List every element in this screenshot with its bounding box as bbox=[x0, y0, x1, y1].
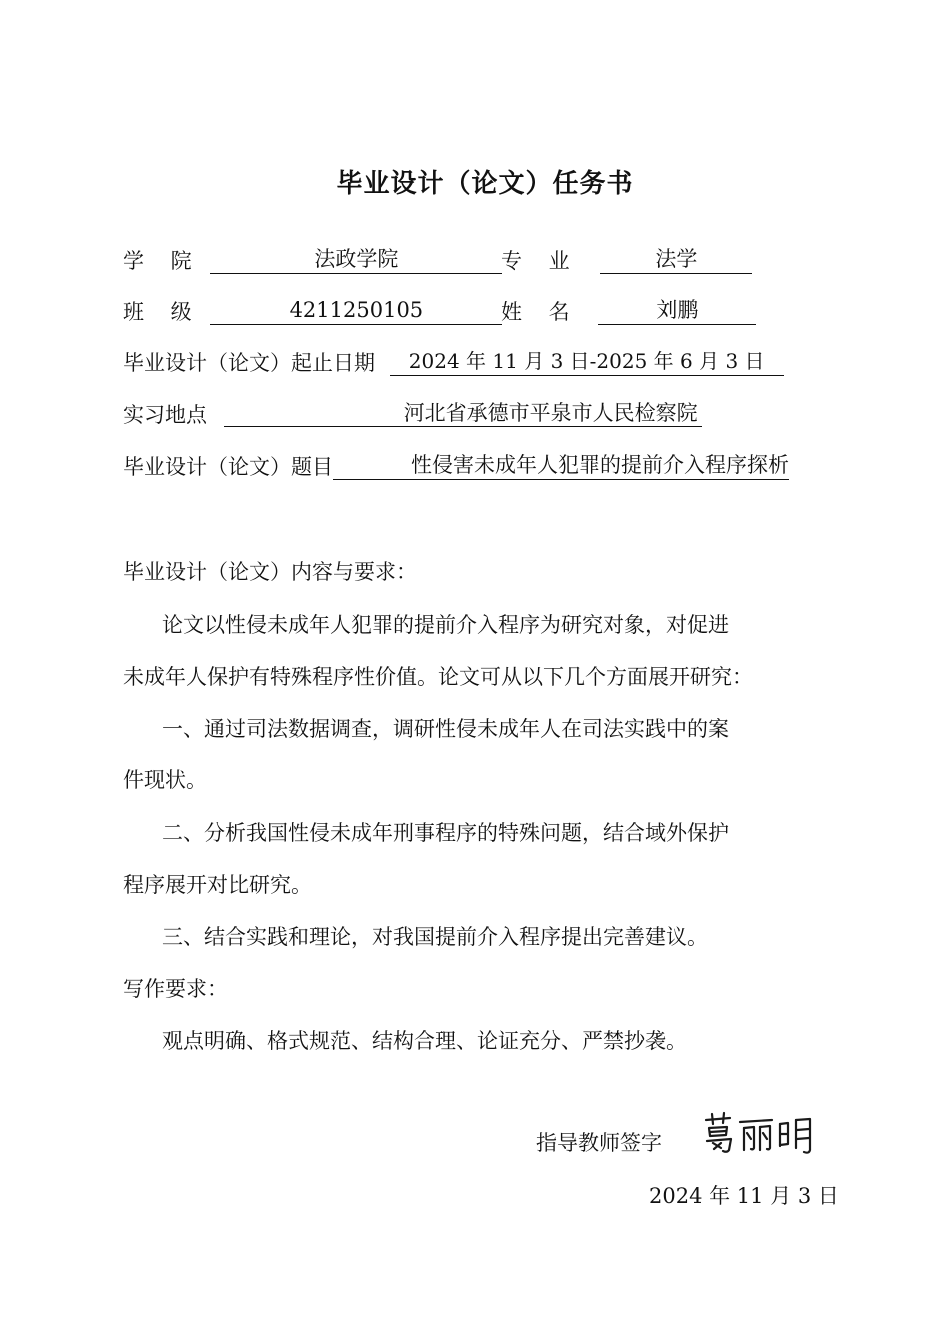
class-field: 4211250105 bbox=[210, 297, 502, 325]
signature-image bbox=[700, 1108, 820, 1158]
college-field: 法政学院 bbox=[210, 246, 502, 274]
location-row bbox=[123, 400, 702, 430]
handwritten-signature bbox=[700, 1108, 820, 1162]
topic-row bbox=[123, 452, 789, 482]
writing-heading: 写作要求： bbox=[123, 977, 228, 1001]
location-field: 河北省承德市平泉市人民检察院 bbox=[224, 400, 702, 427]
signature-date: 2024 年 11 月 3 日 bbox=[649, 1184, 839, 1208]
dates-label: 毕业设计（论文）起止日期 bbox=[123, 351, 375, 375]
name-row bbox=[501, 297, 756, 327]
name-field: 刘鹏 bbox=[598, 297, 756, 325]
item-3: 三、结合实践和理论，对我国提前介入程序提出完善建议。 bbox=[162, 925, 708, 949]
major-field: 法学 bbox=[600, 246, 752, 274]
item-2-line-2: 程序展开对比研究。 bbox=[123, 873, 312, 897]
item-1-line-1: 一、通过司法数据调查，调研性侵未成年人在司法实践中的案 bbox=[162, 717, 729, 741]
class-row bbox=[123, 297, 502, 327]
item-2-line-1: 二、分析我国性侵未成年刑事程序的特殊问题，结合域外保护 bbox=[162, 821, 729, 845]
dates-field: 2024 年 11 月 3 日-2025 年 6 月 3 日 bbox=[390, 348, 784, 376]
college-label: 学 院 bbox=[123, 249, 202, 273]
document-title: 毕业设计（论文）任务书 bbox=[336, 169, 634, 199]
major-label: 专 业 bbox=[501, 249, 580, 273]
content-heading: 毕业设计（论文）内容与要求： bbox=[123, 560, 417, 584]
intro-line-1: 论文以性侵未成年人犯罪的提前介入程序为研究对象，对促进 bbox=[162, 613, 729, 637]
topic-field: 性侵害未成年人犯罪的提前介入程序探析 bbox=[333, 452, 789, 480]
signature-label: 指导教师签字 bbox=[536, 1131, 662, 1155]
intro-line-2: 未成年人保护有特殊程序性价值。论文可从以下几个方面展开研究： bbox=[123, 665, 753, 689]
college-row bbox=[123, 246, 502, 276]
writing-text: 观点明确、格式规范、结构合理、论证充分、严禁抄袭。 bbox=[162, 1029, 687, 1053]
dates-row bbox=[123, 348, 784, 378]
class-label: 班 级 bbox=[123, 300, 202, 324]
major-row bbox=[501, 246, 752, 276]
location-label: 实习地点 bbox=[123, 403, 207, 427]
name-label: 姓 名 bbox=[501, 300, 580, 324]
item-1-line-2: 件现状。 bbox=[123, 768, 207, 792]
topic-label: 毕业设计（论文）题目 bbox=[123, 455, 333, 479]
